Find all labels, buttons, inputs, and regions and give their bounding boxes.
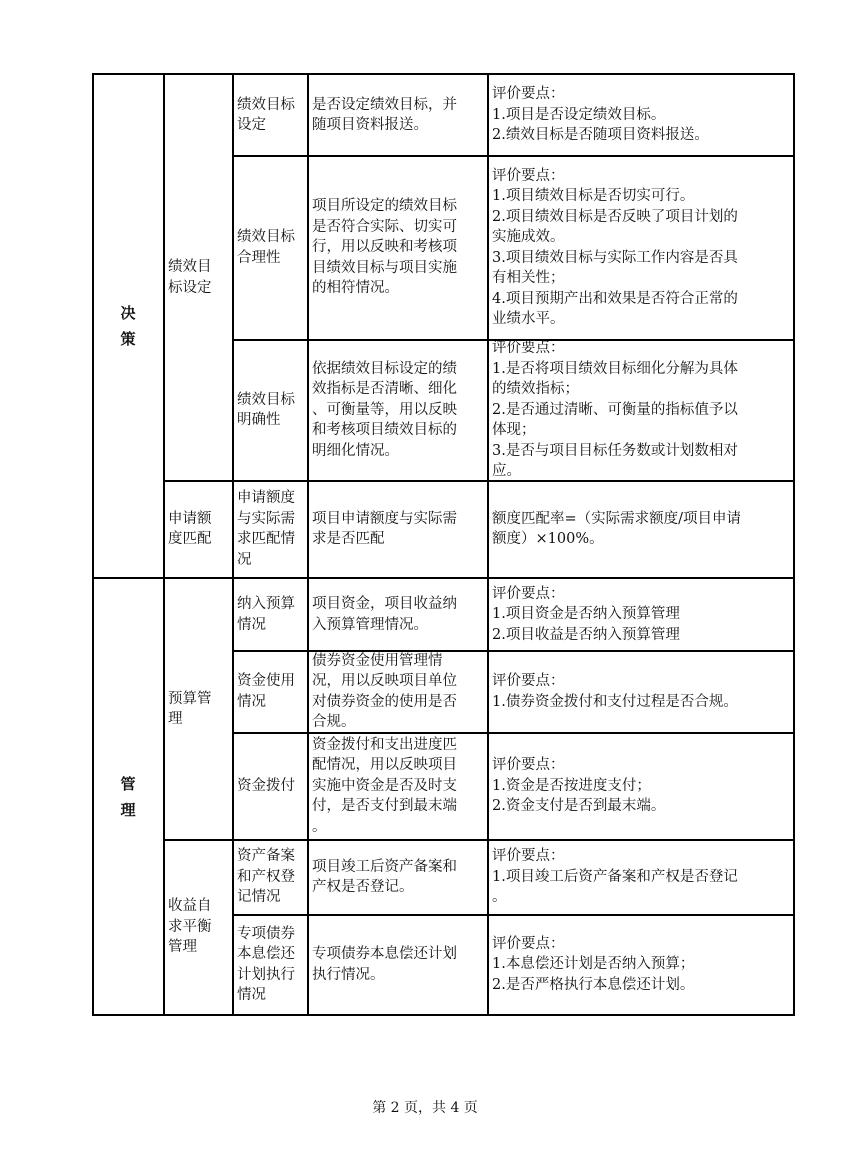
description-cell: 专项债券本息偿还计划 执行情况。 <box>312 946 457 983</box>
criteria-cell: 评价要点： 1.债券资金拨付和支付过程是否合规。 <box>492 673 738 710</box>
description-cell: 债券资金使用管理情 况，用以反映项目单位 对债券资金的使用是否 合规。 <box>312 652 457 730</box>
indicator-cell: 资产备案 和产权登 记情况 <box>237 848 295 906</box>
subsection-self-balancing: 收益自 求平衡 管理 <box>168 898 212 956</box>
indicator-cell: 绩效目标 合理性 <box>237 229 295 266</box>
description-cell: 项目资金，项目收益纳 入预算管理情况。 <box>312 596 457 633</box>
indicator-cell: 申请额度 与实际需 求匹配情 况 <box>237 490 295 568</box>
indicator-cell: 绩效目标 设定 <box>237 96 295 133</box>
criteria-cell: 评价要点： 1.项目是否设定绩效目标。 2.绩效目标是否随项目资料报送。 <box>492 86 709 144</box>
section-label-decision: 决 策 <box>120 304 136 348</box>
criteria-cell: 评价要点： 1.项目资金是否纳入预算管理 2.项目收益是否纳入预算管理 <box>492 585 680 643</box>
indicator-cell: 纳入预算 情况 <box>237 596 295 633</box>
indicator-cell: 资金使用 情况 <box>237 673 295 710</box>
criteria-cell: 额度匹配率=（实际需求额度/项目申请 额度）×100%。 <box>492 510 742 547</box>
criteria-cell: 评价要点： 1.资金是否按进度支付； 2.资金支付是否到最末端。 <box>492 757 666 815</box>
description-cell: 项目竣工后资产备案和 产权是否登记。 <box>312 858 457 895</box>
section-label-management: 管 理 <box>120 774 136 819</box>
description-cell: 项目申请额度与实际需 求是否匹配 <box>312 510 457 547</box>
indicator-cell: 专项债券 本息偿还 计划执行 情况 <box>237 925 295 1003</box>
description-cell: 是否设定绩效目标，并 随项目资料报送。 <box>312 96 457 133</box>
subsection-quota-match: 申请额 度匹配 <box>168 510 212 547</box>
criteria-cell: 评价要点： 1.本息偿还计划是否纳入预算； 2.是否严格执行本息偿还计划。 <box>492 935 695 993</box>
table-bottom-border <box>92 1014 794 1016</box>
indicator-cell: 资金拨付 <box>237 777 295 794</box>
subsection-performance-goal: 绩效目 标设定 <box>168 259 212 296</box>
criteria-cell: 评价要点： 1.项目绩效目标是否切实可行。 2.项目绩效目标是否反映了项目计划的 实施成效。 3.项目绩效目标与实际工作内容是否具 有相关性； 4.项目预期产出和效果是否符合正常的 业绩水平。 <box>492 167 738 327</box>
criteria-cell: 评价要点： 1.是否将项目绩效目标细化分解为具体 的绩效指标； 2.是否通过清晰、可衡量的指标值予以 体现； 3.是否与项目目标任务数或计划数相对 应。 <box>492 340 738 480</box>
description-cell: 项目所设定的绩效目标 是否符合实际、切实可 行，用以反映和考核项 目绩效目标与项目实施 的相符情况。 <box>312 198 457 297</box>
indicator-cell: 绩效目标 明确性 <box>237 391 295 428</box>
description-cell: 资金拨付和支出进度匹 配情况，用以反映项目 实施中资金是否及时支 付，是否支付到最末端 。 <box>312 736 457 835</box>
subsection-budget-management: 预算管 理 <box>168 690 212 727</box>
table-right-border <box>793 73 795 1016</box>
criteria-cell: 评价要点： 1.项目竣工后资产备案和产权是否登记 。 <box>492 848 738 906</box>
page-number-footer: 第 2 页，共 4 页 <box>372 1100 478 1116</box>
description-cell: 依据绩效目标设定的绩 效指标是否清晰、细化 、可衡量等，用以反映 和考核项目绩效目标的 明细化情况。 <box>312 360 457 459</box>
